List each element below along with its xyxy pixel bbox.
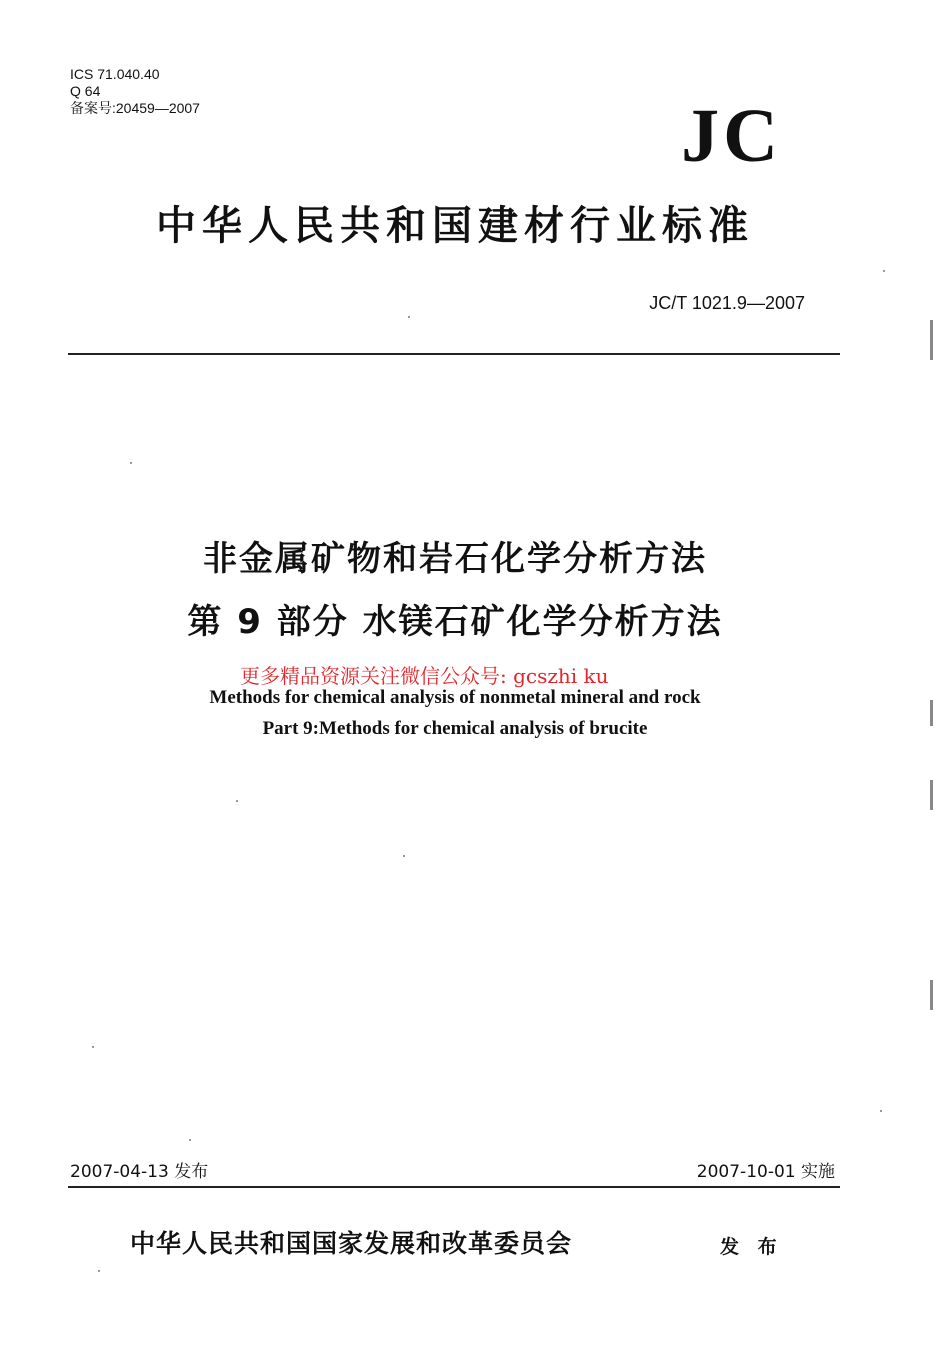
title-cn-line2: 第 9 部分 水镁石矿化学分析方法 — [187, 602, 723, 642]
title-en-line1: Methods for chemical analysis of nonmetal mineral and rock — [209, 687, 701, 708]
ics-number: ICS 71.040.40 — [70, 66, 160, 82]
scan-speck — [92, 1046, 94, 1048]
scan-edge-mark — [930, 320, 933, 360]
publisher-name: 中华人民共和国国家发展和改革委员会 — [130, 1229, 573, 1258]
scan-speck — [408, 316, 410, 318]
filing-number: 备案号:20459—2007 — [70, 100, 200, 116]
watermark-text: 更多精品资源关注微信公众号: gcszhi ku — [240, 664, 609, 688]
scan-speck — [236, 800, 238, 802]
scan-edge-mark — [930, 980, 933, 1010]
title-en-line2: Part 9:Methods for chemical analysis of brucite — [262, 718, 648, 739]
implement-date: 2007-10-01 实施 — [696, 1162, 835, 1182]
scan-speck — [883, 270, 885, 272]
scan-speck — [130, 462, 132, 464]
jc-logo: JC — [681, 94, 782, 178]
header-divider — [68, 353, 840, 355]
issue-date: 2007-04-13 发布 — [70, 1162, 209, 1182]
scan-speck — [403, 855, 405, 857]
ccs-number: Q 64 — [70, 83, 101, 99]
footer-divider — [68, 1186, 840, 1188]
scan-speck — [189, 1139, 191, 1141]
standard-code: JC/T 1021.9—2007 — [649, 293, 805, 313]
scan-edge-mark — [930, 780, 933, 810]
org-title: 中华人民共和国建材行业标准 — [156, 203, 754, 249]
title-cn-line1: 非金属矿物和岩石化学分析方法 — [203, 539, 707, 579]
scan-edge-mark — [930, 700, 933, 726]
scan-speck — [98, 1270, 100, 1272]
scan-speck — [880, 1110, 882, 1112]
publish-action: 发 布 — [720, 1236, 783, 1258]
